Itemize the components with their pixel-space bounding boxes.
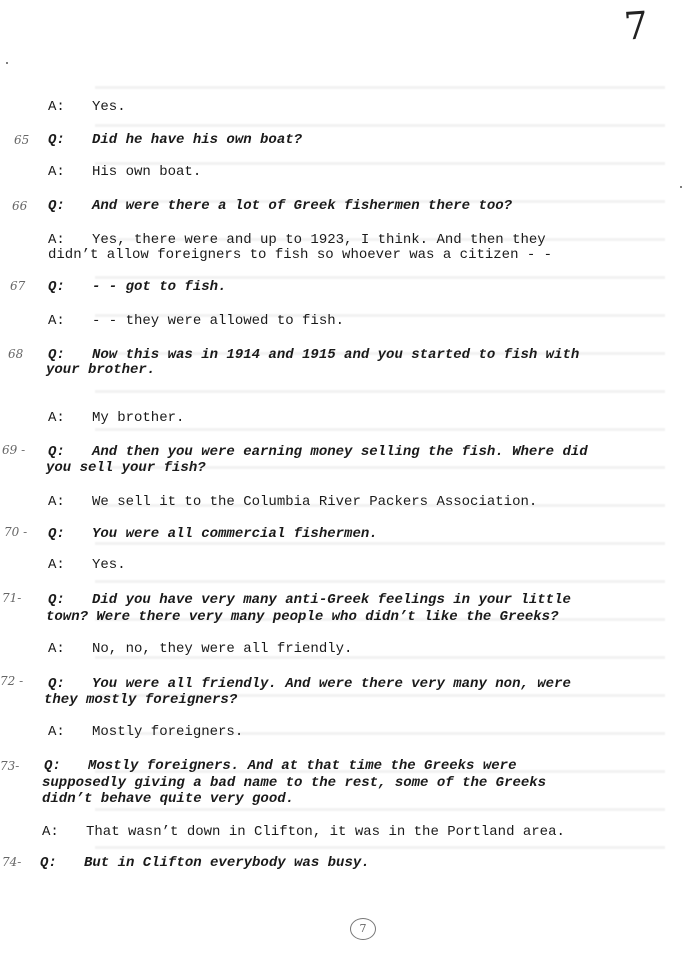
margin-note: 67	[10, 279, 26, 293]
margin-note: 69 -	[2, 443, 26, 457]
answer-line: A: Yes, there were and up to 1923, I think. And then they	[48, 232, 546, 248]
scan-speck	[680, 186, 682, 188]
margin-note: 70 -	[4, 525, 28, 539]
question-line: Q: And were there a lot of Greek fishermen there too?	[48, 198, 513, 214]
answer-line: A: His own boat.	[48, 164, 202, 180]
question-line: Q: You were all commercial fishermen.	[48, 526, 378, 542]
question-continuation: supposedly giving a bad name to the rest, some of the Greeks	[42, 775, 547, 791]
footer-page-mark: 7	[350, 918, 376, 940]
margin-note: 68	[8, 347, 24, 361]
scan-speck	[6, 62, 8, 64]
margin-note: 66	[12, 199, 28, 213]
margin-note: 72 -	[0, 674, 24, 688]
question-line: Q: Did he have his own boat?	[48, 132, 303, 148]
question-line: Q: Did you have very many anti-Greek feelings in your little	[48, 592, 571, 608]
page-number: 7	[622, 3, 650, 49]
question-line: Q: But in Clifton everybody was busy.	[40, 855, 370, 871]
margin-note: 74-	[2, 855, 22, 869]
margin-note: 65	[14, 133, 30, 147]
answer-line: A: No, no, they were all friendly.	[48, 641, 353, 657]
question-line: Q: And then you were earning money selling the fish. Where did	[48, 444, 588, 460]
question-line: Q: Mostly foreigners. And at that time the Greeks were	[44, 758, 517, 774]
question-continuation: they mostly foreigners?	[44, 692, 238, 708]
margin-note: 71-	[2, 591, 22, 605]
question-line: Q: - - got to fish.	[48, 279, 227, 295]
answer-continuation: didn’t allow foreigners to fish so whoever was a citizen - -	[48, 247, 553, 263]
question-continuation: town? Were there very many people who didn’t like the Greeks?	[46, 609, 559, 625]
question-continuation: didn’t behave quite very good.	[42, 791, 295, 807]
question-continuation: you sell your fish?	[46, 460, 206, 476]
question-line: Q: Now this was in 1914 and 1915 and you started to fish with	[48, 347, 580, 363]
answer-line: A: We sell it to the Columbia River Packers Association.	[48, 494, 538, 510]
question-line: Q: You were all friendly. And were there very many non, were	[48, 676, 571, 692]
answer-line: A: Mostly foreigners.	[48, 724, 244, 740]
answer-line: A: Yes.	[48, 557, 126, 573]
answer-line: A: That wasn’t down in Clifton, it was in the Portland area.	[42, 824, 565, 840]
answer-line: A: My brother.	[48, 410, 185, 426]
question-continuation: your brother.	[46, 362, 156, 378]
answer-line: A: - - they were allowed to fish.	[48, 313, 345, 329]
margin-note: 73-	[0, 759, 20, 773]
answer-line: A: Yes.	[48, 99, 126, 115]
